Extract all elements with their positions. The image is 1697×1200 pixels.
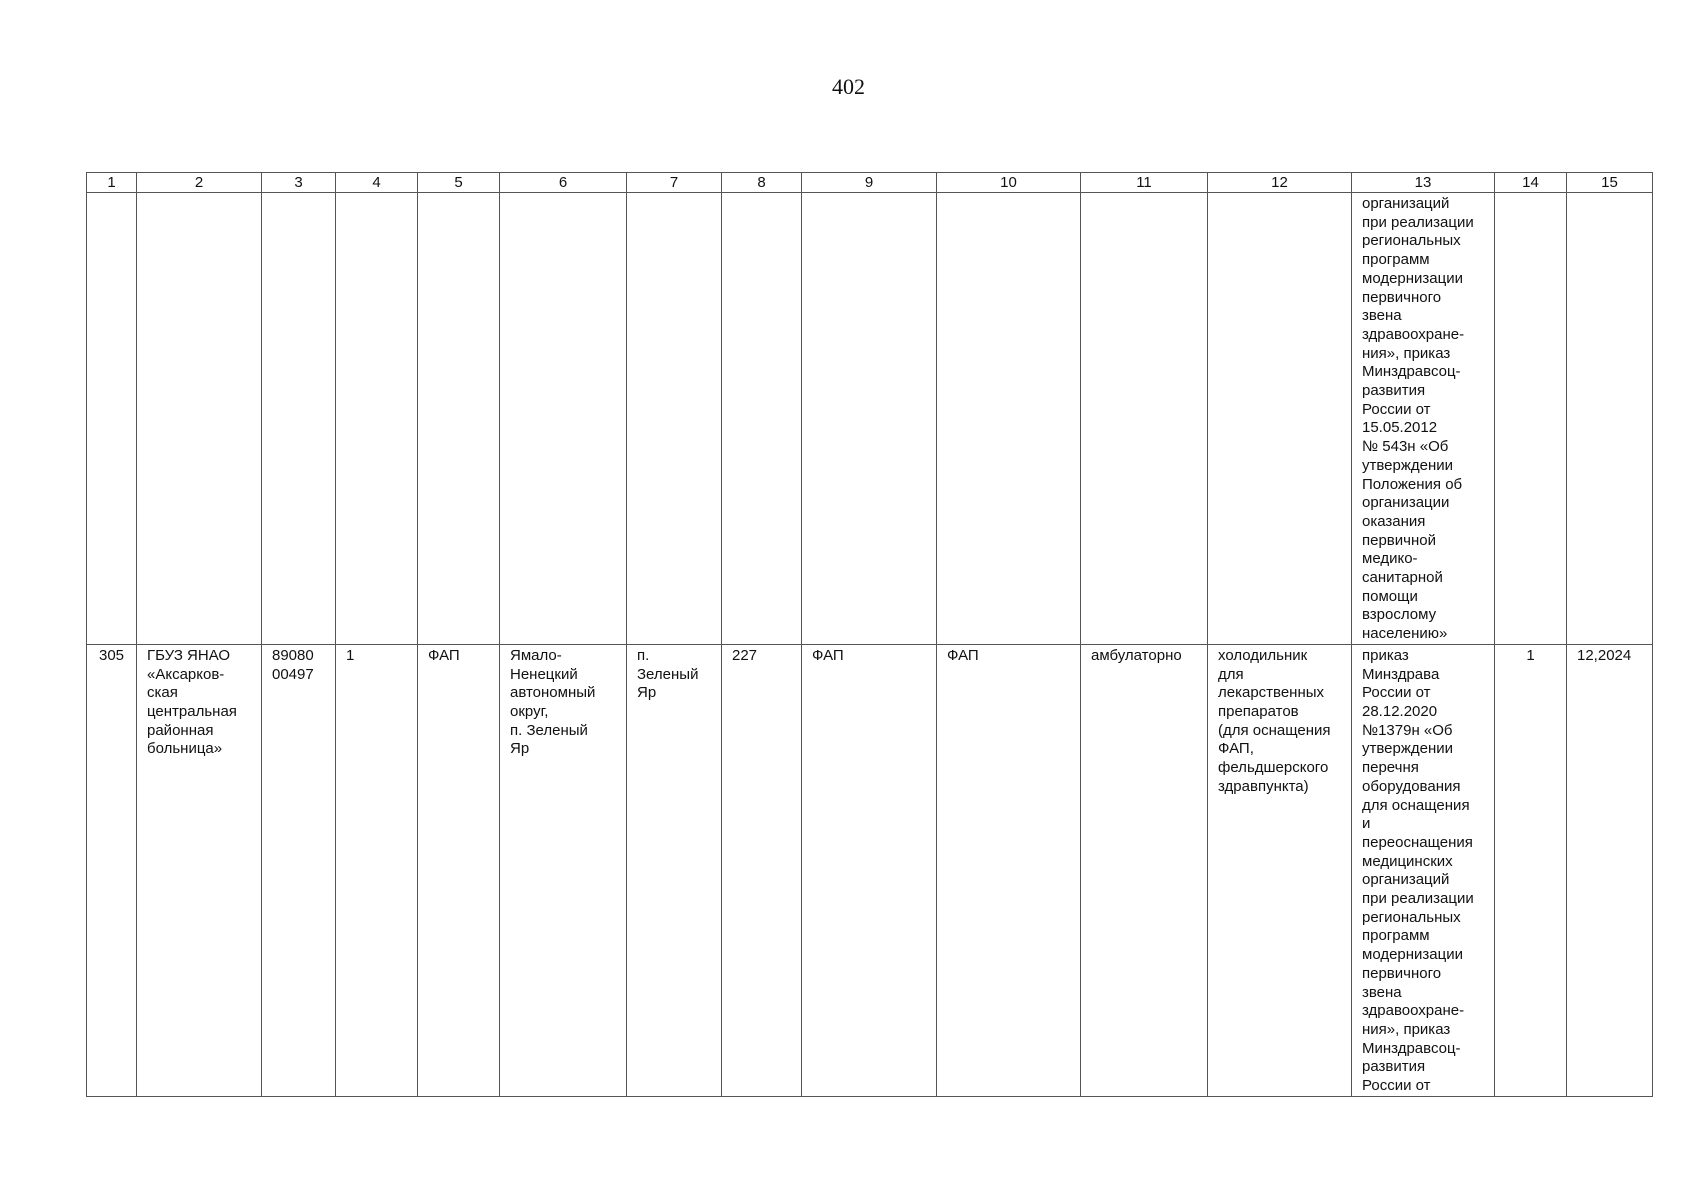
cell-text: 12,2024 <box>1577 646 1632 664</box>
table-cell <box>1208 193 1352 645</box>
table-cell-legal-basis <box>1352 644 1495 1096</box>
cell-text <box>937 193 1080 195</box>
cell-text <box>336 193 417 195</box>
table-row-continuation <box>87 193 1653 645</box>
cell-text: ФАП <box>947 646 979 664</box>
column-header: 9 <box>802 173 937 193</box>
table-cell <box>1081 644 1208 1096</box>
column-header: 2 <box>137 173 262 193</box>
table-cell <box>802 644 937 1096</box>
cell-text: ФАП <box>812 646 844 664</box>
column-header: 11 <box>1081 173 1208 193</box>
table-cell-legal-basis <box>1352 193 1495 645</box>
cell-text <box>627 193 721 195</box>
cell-text: приказ Минздрава России от 28.12.2020 №1379н «Об утверждении перечня оборудования для оснащения и переоснащения медицинских организаций при реализации региональных программ модернизации первичного звена здравоохране- ния», приказ Минздравсоц- развития России от <box>1362 646 1474 1095</box>
table-cell <box>627 193 722 645</box>
table-cell <box>137 193 262 645</box>
cell-text: Ямало- Ненецкий автономный округ, п. Зеленый Яр <box>510 646 596 758</box>
table-cell-address <box>500 644 627 1096</box>
cell-text <box>802 193 936 195</box>
cell-text: 1 <box>1526 646 1535 664</box>
table-cell-quantity <box>1495 644 1567 1096</box>
cell-text <box>87 193 136 195</box>
table-cell <box>722 644 802 1096</box>
cell-text <box>262 193 335 195</box>
column-header: 12 <box>1208 173 1352 193</box>
cell-text: организаций при реализации региональных программ модернизации первичного звена здравоохране- ния», приказ Минздравсоц- развития России от 15.05.2012 № 543н «Об утверждении Положения об организации оказания первичной медико- санитарной помощи взрослому населению» <box>1362 195 1474 643</box>
column-header: 5 <box>418 173 500 193</box>
table-row <box>87 644 1653 1096</box>
table-cell-date <box>1567 644 1653 1096</box>
cell-text <box>1081 193 1207 195</box>
column-header: 4 <box>336 173 418 193</box>
table-cell <box>722 193 802 645</box>
column-header: 13 <box>1352 173 1495 193</box>
cell-text: холодильник для лекарственных препаратов (для оснащения ФАП, фельдшерского здравпункта) <box>1218 646 1331 795</box>
table-cell-equipment <box>1208 644 1352 1096</box>
column-header: 1 <box>87 173 137 193</box>
cell-text <box>500 193 626 195</box>
column-header: 6 <box>500 173 627 193</box>
table-cell <box>937 644 1081 1096</box>
cell-text: 89080 00497 <box>272 646 314 683</box>
cell-text: п. Зеленый Яр <box>637 646 699 702</box>
table-cell-settlement <box>627 644 722 1096</box>
cell-text <box>722 193 801 195</box>
column-header: 8 <box>722 173 802 193</box>
table-cell <box>418 193 500 645</box>
table-cell <box>336 193 418 645</box>
column-header: 10 <box>937 173 1081 193</box>
cell-text: 227 <box>732 646 758 664</box>
column-header: 14 <box>1495 173 1567 193</box>
table-cell-organization <box>137 644 262 1096</box>
column-header: 7 <box>627 173 722 193</box>
table-cell-code <box>262 644 336 1096</box>
table-cell <box>418 644 500 1096</box>
cell-text <box>1567 193 1652 195</box>
cell-text: 305 <box>98 646 125 664</box>
table-cell <box>1081 193 1208 645</box>
cell-text: амбулаторно <box>1091 646 1182 664</box>
table-cell <box>336 644 418 1096</box>
cell-text <box>1495 193 1566 195</box>
table-cell-number <box>87 644 137 1096</box>
table-cell <box>802 193 937 645</box>
table-header-row <box>87 173 1653 193</box>
data-table <box>86 172 1653 1097</box>
cell-text: ГБУЗ ЯНАО «Аксарков- ская центральная районная больница» <box>147 646 237 758</box>
cell-text <box>137 193 261 195</box>
cell-text: 1 <box>346 646 355 664</box>
table-cell <box>500 193 627 645</box>
table-cell <box>1567 193 1653 645</box>
cell-text <box>418 193 499 195</box>
cell-text: ФАП <box>428 646 460 664</box>
page-number: 402 <box>832 74 865 99</box>
table-cell <box>87 193 137 645</box>
table-cell <box>262 193 336 645</box>
column-header: 15 <box>1567 173 1653 193</box>
column-header: 3 <box>262 173 336 193</box>
table-cell <box>937 193 1081 645</box>
cell-text <box>1208 193 1351 195</box>
table-cell <box>1495 193 1567 645</box>
